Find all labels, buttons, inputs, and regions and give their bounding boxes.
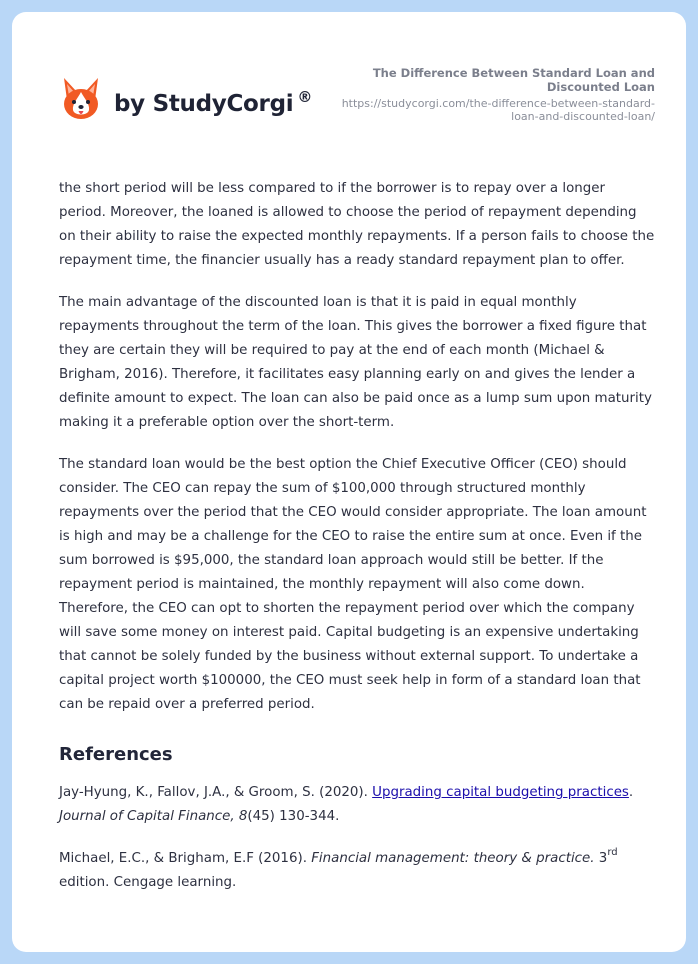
reference-title: Financial management: theory & practice. xyxy=(311,851,595,866)
reference-authors: Michael, E.C., & Brigham, E.F (2016). xyxy=(59,851,307,866)
reference-link[interactable]: Upgrading capital budgeting practices xyxy=(372,785,629,800)
paragraph: the short period will be less compared to if the borrower is to repay over a longer period. Moreover, the loaned is allowed to choose the period of repayment depending on their ability to raise the expected monthly repayments. If a person fails to choose the repayment time, the financier usually has a ready standard repayment plan to offer. xyxy=(59,181,655,268)
reference-item xyxy=(59,847,655,895)
reference-pages: (45) 130-344. xyxy=(247,809,340,824)
document-meta xyxy=(315,66,655,123)
corgi-logo-icon xyxy=(60,76,102,124)
document-url[interactable]: https://studycorgi.com/the-difference-between-standard-loan-and-discounted-loan/ xyxy=(341,97,655,123)
reference-item: Jay-Hyung, K., Fallov, J.A., & Groom, S. (2020). Upgrading capital budgeting practices. Journal of Capital Finance, 8(45) 130-344. xyxy=(59,785,634,824)
reference-edition-suffix: rd xyxy=(607,847,618,858)
reference-journal: Journal of Capital Finance, 8 xyxy=(59,809,248,824)
reference-edition: 3 xyxy=(598,851,608,866)
document-body xyxy=(59,177,655,913)
reference-publisher: edition. Cengage learning. xyxy=(59,875,237,890)
document-page xyxy=(12,12,686,952)
document-title: The Difference Between Standard Loan and Discounted Loan xyxy=(372,66,655,94)
studycorgi-logo[interactable] xyxy=(60,76,312,124)
reference-authors: Jay-Hyung, K., Fallov, J.A., & Groom, S. (2020). xyxy=(59,785,368,800)
references-heading: References xyxy=(59,744,173,765)
paragraph: The main advantage of the discounted loan is that it is paid in equal monthly repayments throughout the term of the loan. This gives the borrower a fixed figure that they are certain they will be required to pay at the end of each month (Michael & Brigham, 2016). Therefore, it facilitates easy planning early on and gives the lender a definite amount to expect. The loan can also be paid once as a lump sum upon maturity making it a preferable option over the short-term. xyxy=(59,295,652,430)
page-header xyxy=(12,12,686,152)
logo-text: by StudyCorgi ® xyxy=(114,87,313,117)
paragraph: The standard loan would be the best option the Chief Executive Officer (CEO) should consider. The CEO can repay the sum of $100,000 through structured monthly repayments over the period that the CEO would consider appropriate. The loan amount is high and may be a challenge for the CEO to raise the entire sum at once. Even if the sum borrowed is $95,000, the standard loan approach would still be better. If the repayment period is maintained, the monthly repayment will also come down. Therefore, the CEO can opt to shorten the repayment period over which the company will save some money on interest paid. Capital budgeting is an expensive undertaking that cannot be solely funded by the business without external support. To undertake a capital project worth $100000, the CEO must seek help in form of a standard loan that can be repaid over a preferred period. xyxy=(59,457,647,712)
